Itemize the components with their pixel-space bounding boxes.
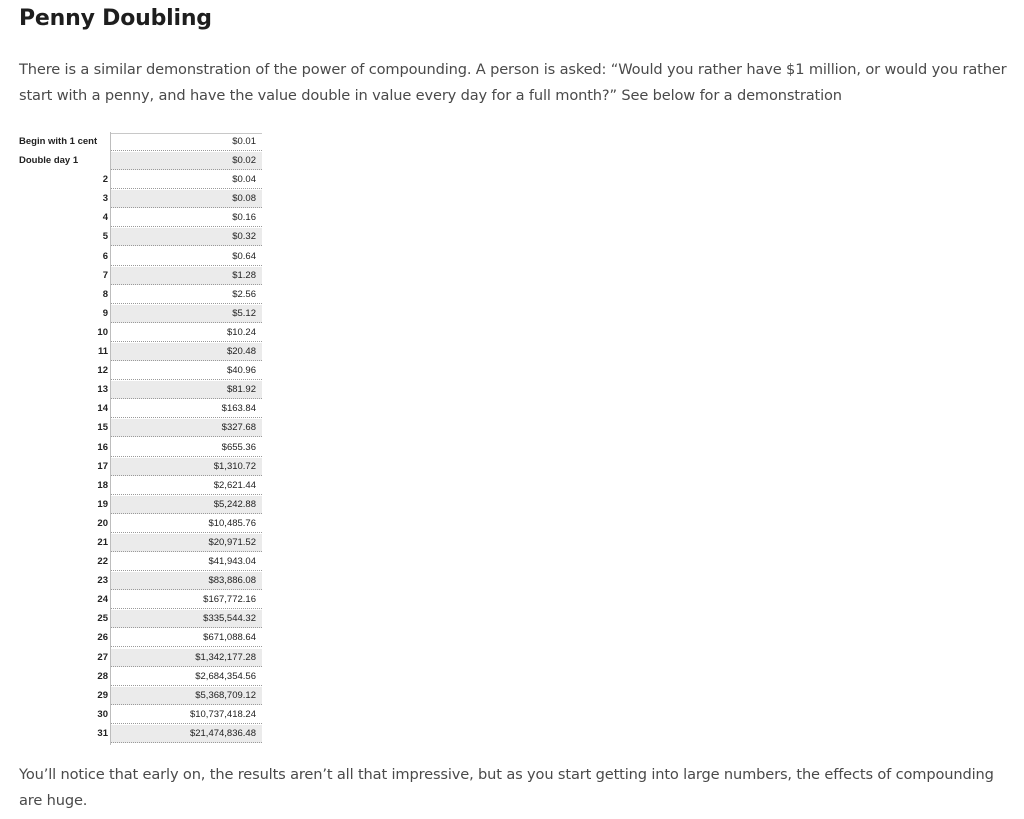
row-value: $41,943.04 (111, 553, 262, 571)
intro-paragraph: There is a similar demonstration of the power of compounding. A person is asked: “Would you rather have $1 million, or would you rather start with a penny, and have the value double in value every day for a full month?” See below for a demonstration (19, 61, 1007, 104)
row-label: 4 (102, 212, 108, 224)
row-value: $21,474,836.48 (111, 725, 262, 743)
row-label: 30 (97, 708, 108, 720)
row-label: 6 (102, 250, 108, 262)
row-label: 12 (97, 365, 108, 377)
row-value: $83,886.08 (111, 572, 262, 590)
row-value: $10.24 (111, 324, 262, 342)
row-label: 8 (102, 288, 108, 300)
row-value: $0.64 (111, 248, 262, 266)
row-value: $20,971.52 (111, 534, 262, 552)
row-label: 10 (97, 326, 108, 338)
row-value: $0.08 (111, 190, 262, 208)
row-label: 26 (97, 632, 108, 644)
row-label: 14 (97, 403, 108, 415)
row-value: $10,485.76 (111, 515, 262, 533)
row-value: $40.96 (111, 362, 262, 380)
row-value: $0.01 (111, 133, 262, 151)
row-label: 16 (97, 441, 108, 453)
row-value: $5,368,709.12 (111, 687, 262, 705)
row-label: 22 (97, 556, 108, 568)
row-label: 18 (97, 479, 108, 491)
row-value: $655.36 (111, 439, 262, 457)
row-label: 28 (97, 670, 108, 682)
row-value: $0.32 (111, 228, 262, 246)
row-label: Double day 1 (19, 155, 79, 167)
row-label: 7 (102, 269, 108, 281)
row-value: $5.12 (111, 305, 262, 323)
row-label: 27 (97, 651, 108, 663)
row-value: $1.28 (111, 267, 262, 285)
row-value: $2.56 (111, 286, 262, 304)
row-value: $0.04 (111, 171, 262, 189)
article-title: Penny Doubling (19, 6, 212, 31)
row-label: 2 (102, 174, 108, 186)
row-label: 23 (97, 575, 108, 587)
row-label: 13 (97, 384, 108, 396)
row-value: $167,772.16 (111, 591, 262, 609)
row-label: 5 (102, 231, 108, 243)
row-label: 25 (97, 613, 108, 625)
row-value: $335,544.32 (111, 610, 262, 628)
row-label: 9 (102, 307, 108, 319)
row-value: $163.84 (111, 400, 262, 418)
row-value: $10,737,418.24 (111, 706, 262, 724)
row-value: $671,088.64 (111, 629, 262, 647)
row-value: $327.68 (111, 419, 262, 437)
row-value: $1,342,177.28 (111, 649, 262, 667)
row-value: $0.16 (111, 209, 262, 227)
row-value: $5,242.88 (111, 496, 262, 514)
row-label: 3 (102, 193, 108, 205)
row-label: 17 (97, 460, 108, 472)
row-label: 15 (97, 422, 108, 434)
row-value: $2,621.44 (111, 477, 262, 495)
row-label: 11 (97, 346, 108, 358)
row-value: $0.02 (111, 152, 262, 170)
row-label: Begin with 1 cent (19, 136, 98, 147)
conclusion-paragraph: You’ll notice that early on, the results aren’t all that impressive, but as you start getting into large numbers, the effects of compounding are huge. (19, 766, 994, 809)
row-label: 29 (97, 689, 108, 701)
row-label: 21 (97, 536, 108, 548)
row-label: 24 (97, 594, 108, 606)
row-label: 20 (97, 517, 108, 529)
row-label: 19 (97, 498, 108, 510)
row-value: $2,684,354.56 (111, 668, 262, 686)
row-value: $81.92 (111, 381, 262, 399)
row-value: $20.48 (111, 343, 262, 361)
row-value: $1,310.72 (111, 458, 262, 476)
row-label: 31 (97, 727, 108, 739)
